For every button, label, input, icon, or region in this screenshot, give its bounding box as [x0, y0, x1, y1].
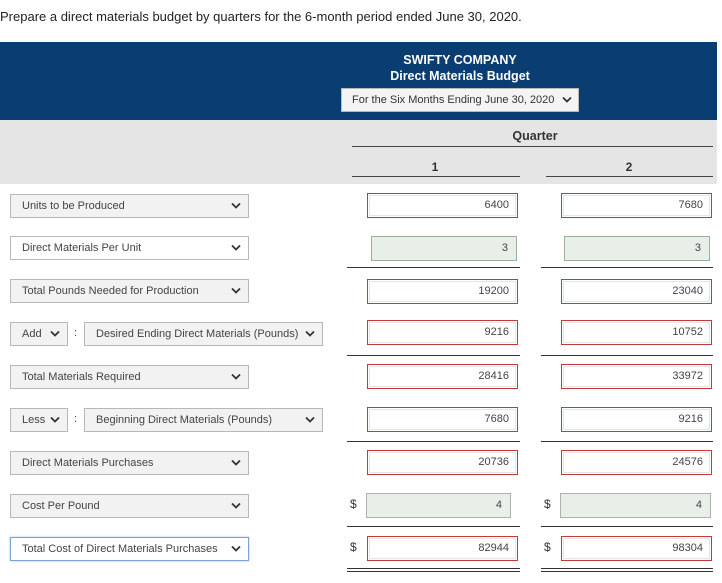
period-select[interactable] — [341, 88, 579, 112]
subtotal-line-q1 — [347, 526, 520, 527]
subtotal-line-q1 — [347, 441, 520, 442]
subtotal-line-q2 — [541, 355, 713, 356]
double-underline-q2 — [541, 568, 713, 569]
total-required-label: Total Materials Required — [22, 371, 141, 383]
period-select-value: For the Six Months Ending June 30, 2020 — [352, 94, 555, 106]
beginning-materials-q2-input[interactable]: 9216 — [561, 407, 712, 432]
total-cost-q2-input[interactable]: 98304 — [561, 536, 712, 561]
company-name: SWIFTY COMPANY — [403, 53, 517, 67]
subtotal-line-q2 — [541, 526, 713, 527]
subtotal-line-q2 — [541, 441, 713, 442]
subtotal-line-q2 — [541, 267, 713, 268]
total-pounds-q2-input[interactable]: 23040 — [561, 279, 712, 304]
ending-materials-label: Desired Ending Direct Materials (Pounds) — [96, 328, 299, 340]
colon-separator: : — [74, 327, 78, 339]
beginning-materials-label: Beginning Direct Materials (Pounds) — [96, 414, 273, 426]
total-cost-q1-input[interactable]: 82944 — [367, 536, 518, 561]
materials-purchases-q1-input[interactable]: 20736 — [367, 450, 518, 475]
double-underline-q1 — [347, 571, 520, 572]
subtotal-line-q1 — [347, 355, 520, 356]
column-header-band — [0, 120, 717, 184]
cost-per-pound-q1-input[interactable]: 4 — [366, 493, 511, 518]
chevron-down-icon — [231, 373, 241, 381]
units-produced-q1-input[interactable]: 6400 — [367, 193, 518, 218]
cost-per-pound-q2-input[interactable]: 4 — [560, 493, 711, 518]
units-produced-label: Units to be Produced — [22, 200, 125, 212]
units-produced-select[interactable] — [10, 194, 249, 218]
ending-materials-q1-input[interactable]: 9216 — [367, 320, 518, 345]
dollar-sign: $ — [350, 497, 357, 511]
quarter-divider — [352, 146, 713, 147]
chevron-down-icon — [231, 459, 241, 467]
total-cost-label: Total Cost of Direct Materials Purchases — [22, 543, 218, 555]
total-required-q1-input[interactable]: 28416 — [367, 364, 518, 389]
column-header-q1: 1 — [431, 160, 439, 174]
materials-purchases-select[interactable] — [10, 451, 249, 475]
chevron-down-icon — [231, 545, 241, 553]
subtotal-line-q1 — [347, 267, 520, 268]
column-header-q2: 2 — [625, 160, 633, 174]
beginning-materials-select[interactable] — [84, 408, 323, 432]
cost-per-pound-select[interactable] — [10, 494, 249, 518]
total-required-q2-input[interactable]: 33972 — [561, 364, 712, 389]
double-underline-q1 — [347, 568, 520, 569]
materials-per-unit-q2-input[interactable]: 3 — [564, 236, 710, 261]
chevron-down-icon — [231, 244, 241, 252]
chevron-down-icon — [231, 202, 241, 210]
total-required-select[interactable] — [10, 365, 249, 389]
chevron-down-icon — [231, 287, 241, 295]
colon-separator: : — [74, 413, 78, 425]
chevron-down-icon — [231, 502, 241, 510]
less-operator-select[interactable] — [10, 408, 68, 432]
dollar-sign: $ — [544, 497, 551, 511]
chevron-down-icon — [305, 330, 315, 338]
units-produced-q2-input[interactable]: 7680 — [561, 193, 712, 218]
ending-materials-select[interactable] — [84, 322, 323, 346]
column-divider-q2 — [546, 176, 713, 177]
chevron-down-icon — [305, 416, 315, 424]
add-operator-select[interactable] — [10, 322, 68, 346]
total-cost-select[interactable] — [10, 537, 249, 561]
column-divider-q1 — [352, 176, 520, 177]
materials-per-unit-label: Direct Materials Per Unit — [22, 242, 142, 254]
cost-per-pound-label: Cost Per Pound — [22, 500, 100, 512]
double-underline-q2 — [541, 571, 713, 572]
budget-title: Direct Materials Budget — [390, 69, 530, 83]
beginning-materials-q1-input[interactable]: 7680 — [367, 407, 518, 432]
instruction-text: Prepare a direct materials budget by quarters for the 6-month period ended June 30, 2020. — [0, 9, 522, 24]
dollar-sign: $ — [350, 540, 357, 554]
add-operator-label: Add — [22, 328, 42, 340]
total-pounds-select[interactable] — [10, 279, 249, 303]
chevron-down-icon — [562, 96, 572, 104]
total-pounds-q1-input[interactable]: 19200 — [367, 279, 518, 304]
less-operator-label: Less — [22, 414, 46, 426]
materials-purchases-q2-input[interactable]: 24576 — [561, 450, 712, 475]
chevron-down-icon — [50, 416, 60, 424]
dollar-sign: $ — [544, 540, 551, 554]
materials-per-unit-select[interactable] — [10, 236, 249, 260]
materials-per-unit-q1-input[interactable]: 3 — [371, 236, 517, 261]
chevron-down-icon — [50, 330, 60, 338]
total-pounds-label: Total Pounds Needed for Production — [22, 285, 199, 297]
materials-purchases-label: Direct Materials Purchases — [22, 457, 154, 469]
quarter-group-label: Quarter — [512, 129, 558, 143]
ending-materials-q2-input[interactable]: 10752 — [561, 320, 712, 345]
